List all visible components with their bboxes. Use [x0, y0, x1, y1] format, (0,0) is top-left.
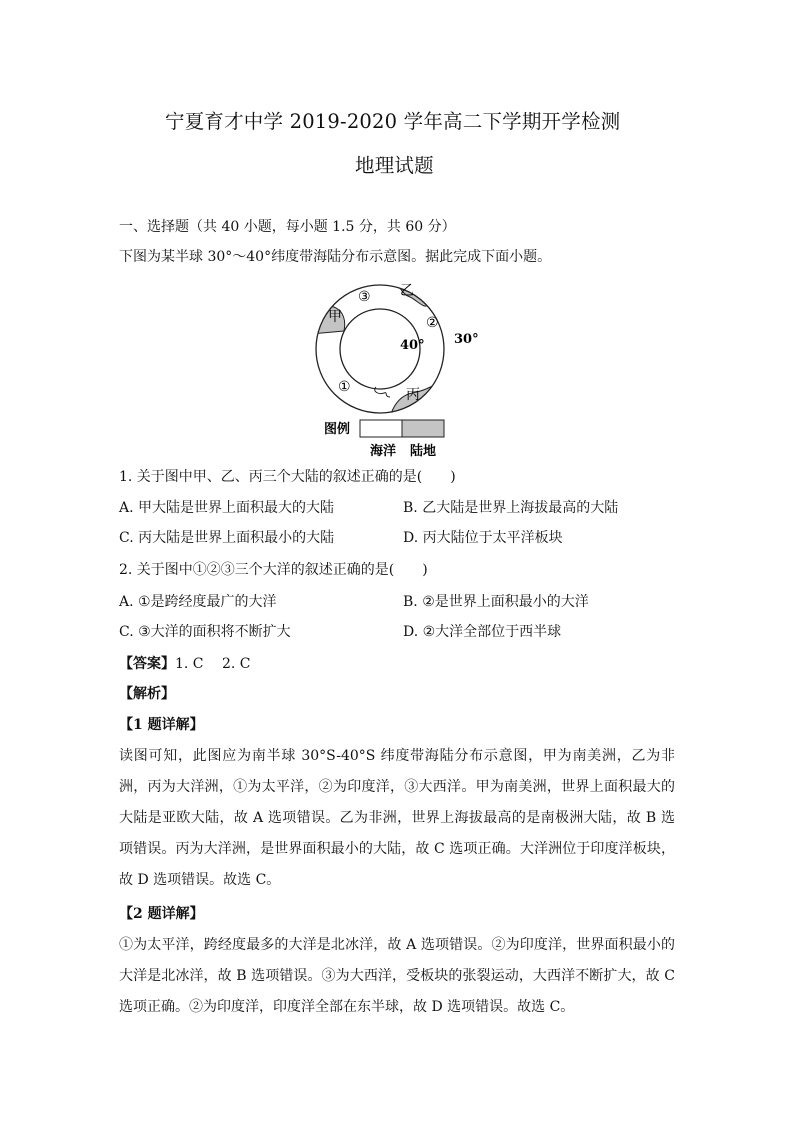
- label-bing: 丙: [406, 387, 420, 403]
- q2-option-a: A. ①是跨经度最广的大洋: [119, 594, 277, 610]
- exam-subject: 地理试题: [355, 154, 434, 177]
- q1-option-a: A. 甲大陆是世界上面积最大的大陆: [119, 500, 335, 516]
- hemisphere-latitude-diagram: [300, 275, 500, 465]
- answer-label: 【答案】: [119, 656, 175, 672]
- q2-option-d: D. ②大洋全部位于西半球: [403, 624, 562, 640]
- label-n2: ②: [426, 315, 439, 331]
- label-n3: ③: [358, 289, 371, 305]
- q1-option-c: C. 丙大陆是世界上面积最小的大陆: [119, 530, 335, 546]
- detail2-label: 【2 题详解】: [119, 906, 204, 922]
- legend-land-text: 陆地: [410, 444, 437, 459]
- analysis-label: 【解析】: [119, 686, 175, 702]
- legend-label: 图例: [324, 422, 351, 437]
- exam-title: 宁夏育才中学 2019-2020 学年高二下学期开学检测: [165, 110, 621, 133]
- q1-option-b: B. 乙大陆是世界上海拔最高的大陆: [403, 500, 619, 516]
- detail1-text: 读图可知，此图应为南半球 30°S-40°S 纬度带海陆分布示意图，甲为南美洲，乙为非洲，丙为大洋洲，①为太平洋，②为印度洋，③大西洋。甲为南美洲，世界上面积最大的大陆是亚欧大陆，故 A 选项错误。乙为非洲，世界上海拔最高的是南极洲大陆，故 B 选项错误。丙为大洋洲，是世界面积最小的大陆，故 C 选项正确。大洋洲位于印度洋板块，故 D 选项错误。故选 C。: [119, 748, 675, 888]
- q1-stem: 1. 关于图中甲、乙、丙三个大陆的叙述正确的是( ): [119, 469, 456, 485]
- q1-option-d: D. 丙大陆位于太平洋板块: [403, 530, 563, 546]
- q2-option-b: B. ②是世界上面积最小的大洋: [403, 594, 589, 610]
- q2-option-c: C. ③大洋的面积将不断扩大: [119, 624, 291, 640]
- legend-ocean-swatch: [360, 420, 402, 437]
- answer-line: [119, 654, 251, 674]
- detail1-label: 【1 题详解】: [119, 717, 204, 733]
- answer-text: 1. C 2. C: [175, 656, 251, 672]
- label-n1: ①: [338, 379, 351, 395]
- section-heading: 一、选择题（共 40 小题，每小题 1.5 分，共 60 分）: [119, 219, 456, 235]
- label-lat-outer: 30°: [454, 332, 479, 347]
- label-lat-inner: 40°: [400, 338, 425, 353]
- land-bing: [390, 381, 450, 425]
- label-yi: 乙: [400, 283, 414, 299]
- legend-ocean-text: 海洋: [370, 444, 397, 459]
- label-jia: 甲: [328, 309, 342, 325]
- legend-land-swatch: [402, 420, 444, 437]
- question-intro: 下图为某半球 30°～40°纬度带海陆分布示意图。据此完成下面小题。: [119, 249, 552, 265]
- detail2-text: ①为太平洋，跨经度最多的大洋是北冰洋，故 A 选项错误。②为印度洋，世界面积最小的大洋是北冰洋，故 B 选项错误。③为大西洋，受板块的张裂运动，大西洋不断扩大，故 C 选项正确。②为印度洋，印度洋全部在东半球，故 D 选项错误。故选 C。: [119, 937, 675, 1015]
- q2-stem: 2. 关于图中①②③三个大洋的叙述正确的是( ): [119, 562, 428, 578]
